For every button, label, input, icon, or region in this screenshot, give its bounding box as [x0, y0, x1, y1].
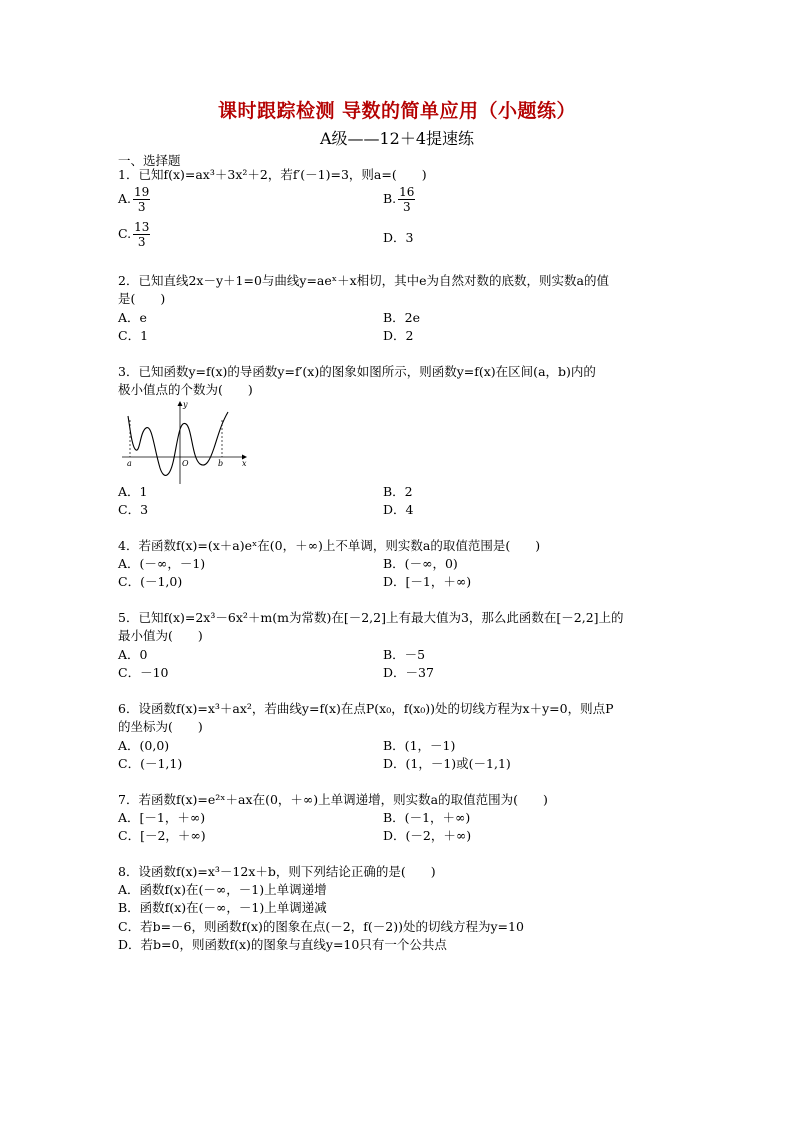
- q1-option-c-fraction: [133, 220, 150, 249]
- q1-option-a: [118, 185, 150, 214]
- q3-stem-line2: 极小值点的个数为( ): [118, 382, 253, 397]
- numerator: 16: [399, 185, 415, 199]
- q4-option-c: C．(－1,0): [118, 574, 183, 589]
- q6-option-a: A．(0,0): [118, 738, 170, 753]
- q6-option-c: C．(－1,1): [118, 756, 183, 771]
- q7-option-a: A．[－1，＋∞): [118, 810, 206, 825]
- q4-option-a: A．(－∞，－1): [118, 556, 206, 571]
- q4-stem: 4．若函数f(x)=(x＋a)eˣ在(0，＋∞)上不单调，则实数a的取值范围是( ): [118, 538, 541, 553]
- q1-option-b-fraction: [398, 185, 415, 214]
- q1-option-a-label: A.: [118, 191, 132, 206]
- q6-option-b: B．(1，－1): [383, 738, 456, 753]
- q5-stem-line1: 5．已知f(x)=2x³－6x²＋m(m为常数)在[－2,2]上有最大值为3，那么此函数在[－2,2]上的: [118, 610, 624, 625]
- q6-stem-line2: 的坐标为( ): [118, 719, 203, 734]
- denominator: 3: [402, 200, 411, 214]
- q5-option-b: B．－5: [383, 647, 426, 662]
- page-subtitle: A级——12＋4提速练: [319, 129, 475, 148]
- q3-option-a: A．1: [118, 484, 148, 499]
- q6-option-d: D．(1，－1)或(－1,1): [383, 756, 511, 771]
- q2-option-d: D．2: [383, 328, 414, 343]
- graph-label-a: a: [127, 459, 132, 468]
- q5-option-d: D．－37: [383, 665, 434, 680]
- q8-option-d: D．若b=0，则函数f(x)的图象与直线y=10只有一个公共点: [118, 937, 447, 952]
- section-heading: 一、选择题: [118, 153, 181, 168]
- q7-option-c: C．[－2，＋∞): [118, 828, 206, 843]
- q3-option-c: C．3: [118, 502, 149, 517]
- page-title: 课时跟踪检测 导数的简单应用（小题练）: [217, 100, 577, 122]
- denominator: 3: [137, 200, 146, 214]
- graph-label-b: b: [218, 459, 224, 468]
- q4-option-d: D．[－1，＋∞): [383, 574, 472, 589]
- q2-option-b: B．2e: [383, 310, 421, 325]
- q1-option-a-fraction: [133, 185, 150, 214]
- q3-option-d: D．4: [383, 502, 414, 517]
- q3-option-b: B．2: [383, 484, 413, 499]
- q7-option-b: B．(－1，＋∞): [383, 810, 471, 825]
- q1-stem: 1．已知f(x)=ax³＋3x²＋2，若f′(－1)=3，则a=( ): [118, 167, 427, 182]
- denominator: 3: [137, 235, 146, 249]
- graph-label-origin: O: [182, 459, 189, 468]
- numerator: 19: [134, 185, 150, 199]
- q1-option-d: D．3: [383, 230, 414, 245]
- q1-option-c-label: C.: [118, 226, 132, 241]
- derivative-graph: [118, 398, 250, 486]
- q8-option-b: B．函数f(x)在(－∞，－1)上单调递减: [118, 900, 327, 915]
- q4-option-b: B．(－∞，0): [383, 556, 458, 571]
- q1-option-b-label: B.: [383, 191, 397, 206]
- q2-stem-line2: 是( ): [118, 291, 166, 306]
- y-axis-arrow-icon: [178, 401, 183, 406]
- q8-option-a: A．函数f(x)在(－∞，－1)上单调递增: [118, 882, 327, 897]
- q1-option-c: [118, 220, 150, 249]
- q2-stem-line1: 2．已知直线2x－y＋1=0与曲线y=aeˣ＋x相切，其中e为自然对数的底数，则实数a的值: [118, 273, 609, 288]
- q7-option-d: D．(－2，＋∞): [383, 828, 472, 843]
- q8-option-c: C．若b=－6，则函数f(x)的图象在点(－2，f(－2))处的切线方程为y=10: [118, 919, 524, 934]
- derivative-curve: [128, 412, 228, 475]
- q3-stem-line1: 3．已知函数y=f(x)的导函数y=f′(x)的图象如图所示，则函数y=f(x)在区间(a，b)内的: [118, 364, 596, 379]
- q2-option-a: A．e: [118, 310, 147, 325]
- q5-option-c: C．－10: [118, 665, 169, 680]
- numerator: 13: [134, 220, 150, 234]
- q7-stem: 7．若函数f(x)=e²ˣ＋ax在(0，＋∞)上单调递增，则实数a的取值范围为( ): [118, 792, 548, 807]
- graph-label-x: x: [242, 459, 247, 468]
- q8-stem: 8．设函数f(x)=x³－12x＋b，则下列结论正确的是( ): [118, 864, 436, 879]
- q5-option-a: A．0: [118, 647, 148, 662]
- q6-stem-line1: 6．设函数f(x)=x³＋ax²，若曲线y=f(x)在点P(x₀，f(x₀))处的切线方程为x＋y=0，则点P: [118, 701, 614, 716]
- q5-stem-line2: 最小值为( ): [118, 628, 203, 643]
- q2-option-c: C．1: [118, 328, 149, 343]
- q1-option-b: [383, 185, 415, 214]
- graph-label-y: y: [183, 400, 188, 409]
